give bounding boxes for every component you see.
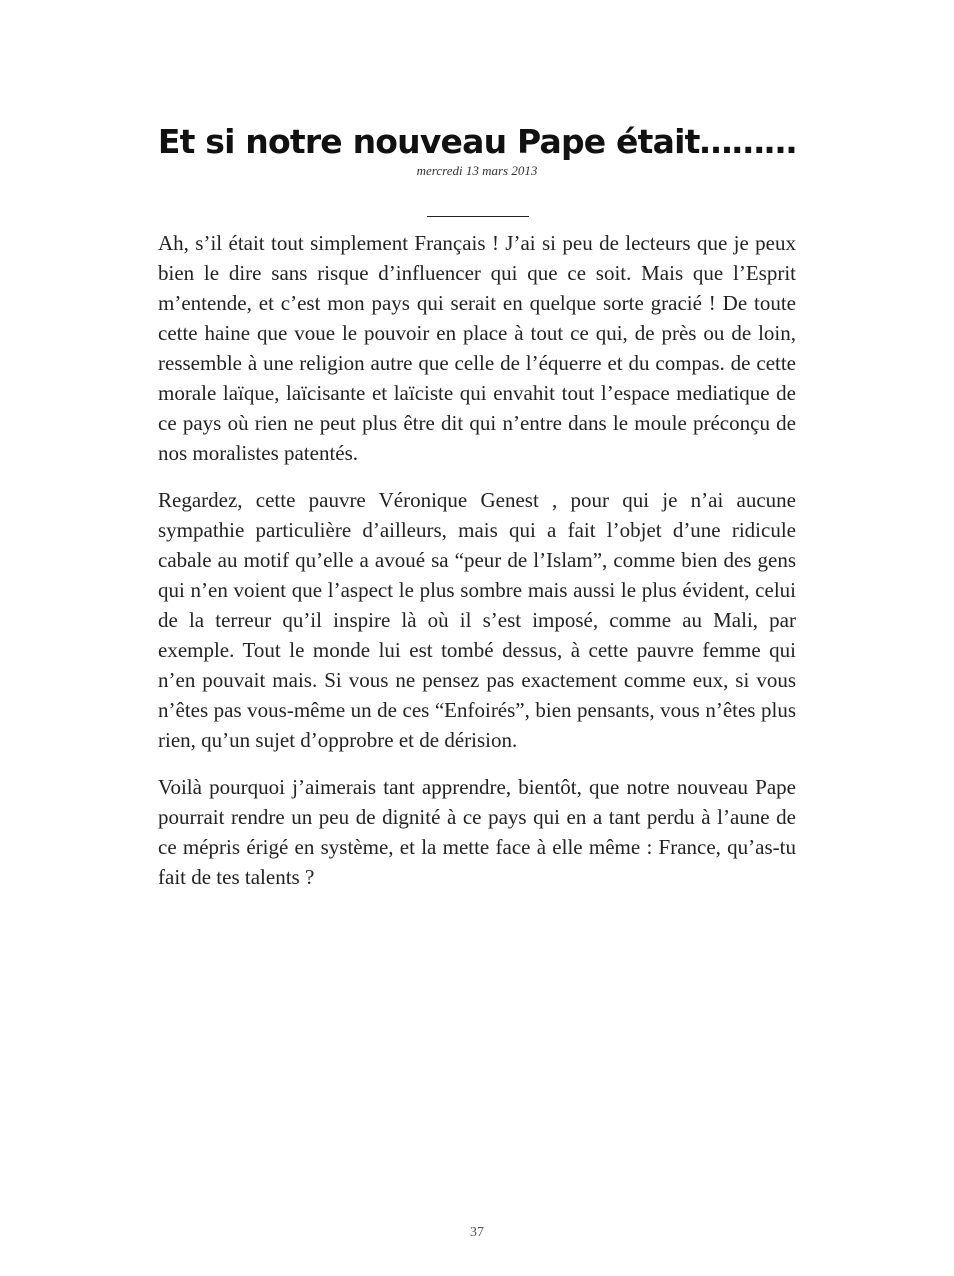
paragraph: Ah, s’il était tout simplement Français ! J’ai si peu de lecteurs que je peux bien le dire sans risque d’influencer qui que ce soit. Mais que l’Esprit m’entende, et c’est mon pays qui serait en quelque sorte gracié ! De toute cette haine que voue le pouvoir en place à tout ce qui, de près ou de loin, ressemble à une religion autre que celle de l’équerre et du compas. de cette morale laïque, laïcisante et laïciste qui envahit tout l’espace mediatique de ce pays où rien ne peut plus être dit qui n’entre dans le moule préconçu de nos moralistes patentés. — [158, 231, 796, 465]
article-title: Et si notre nouveau Pape était……… — [157, 122, 797, 161]
paragraph: Voilà pourquoi j’aimerais tant apprendre, bientôt, que notre nouveau Pape pourrait rendre un peu de dignité à ce pays qui en a tant perdu à l’aune de ce mépris érigé en système, et la mette face à elle même : France, qu’as-tu fait de tes talents ? — [158, 775, 796, 889]
page-number: 37 — [470, 1225, 484, 1240]
article-body — [158, 228, 796, 909]
article-date: mercredi 13 mars 2013 — [416, 163, 538, 178]
title-separator — [427, 216, 529, 217]
paragraph: Regardez, cette pauvre Véronique Genest , pour qui je n’ai aucune sympathie particulière d’ailleurs, mais qui a fait l’objet d’une ridicule cabale au motif qu’elle a avoué sa “peur de l’Islam”, comme bien des gens qui n’en voient que l’aspect le plus sombre mais aussi le plus évident, celui de la terreur qu’il inspire là où il s’est imposé, comme au Mali, par exemple. Tout le monde lui est tombé dessus, à cette pauvre femme qui n’en pouvait mais. Si vous ne pensez pas exactement comme eux, si vous n’êtes pas vous-même un de ces “Enfoirés”, bien pensants, vous n’êtes plus rien, qu’un sujet d’opprobre et de dérision. — [158, 488, 796, 752]
